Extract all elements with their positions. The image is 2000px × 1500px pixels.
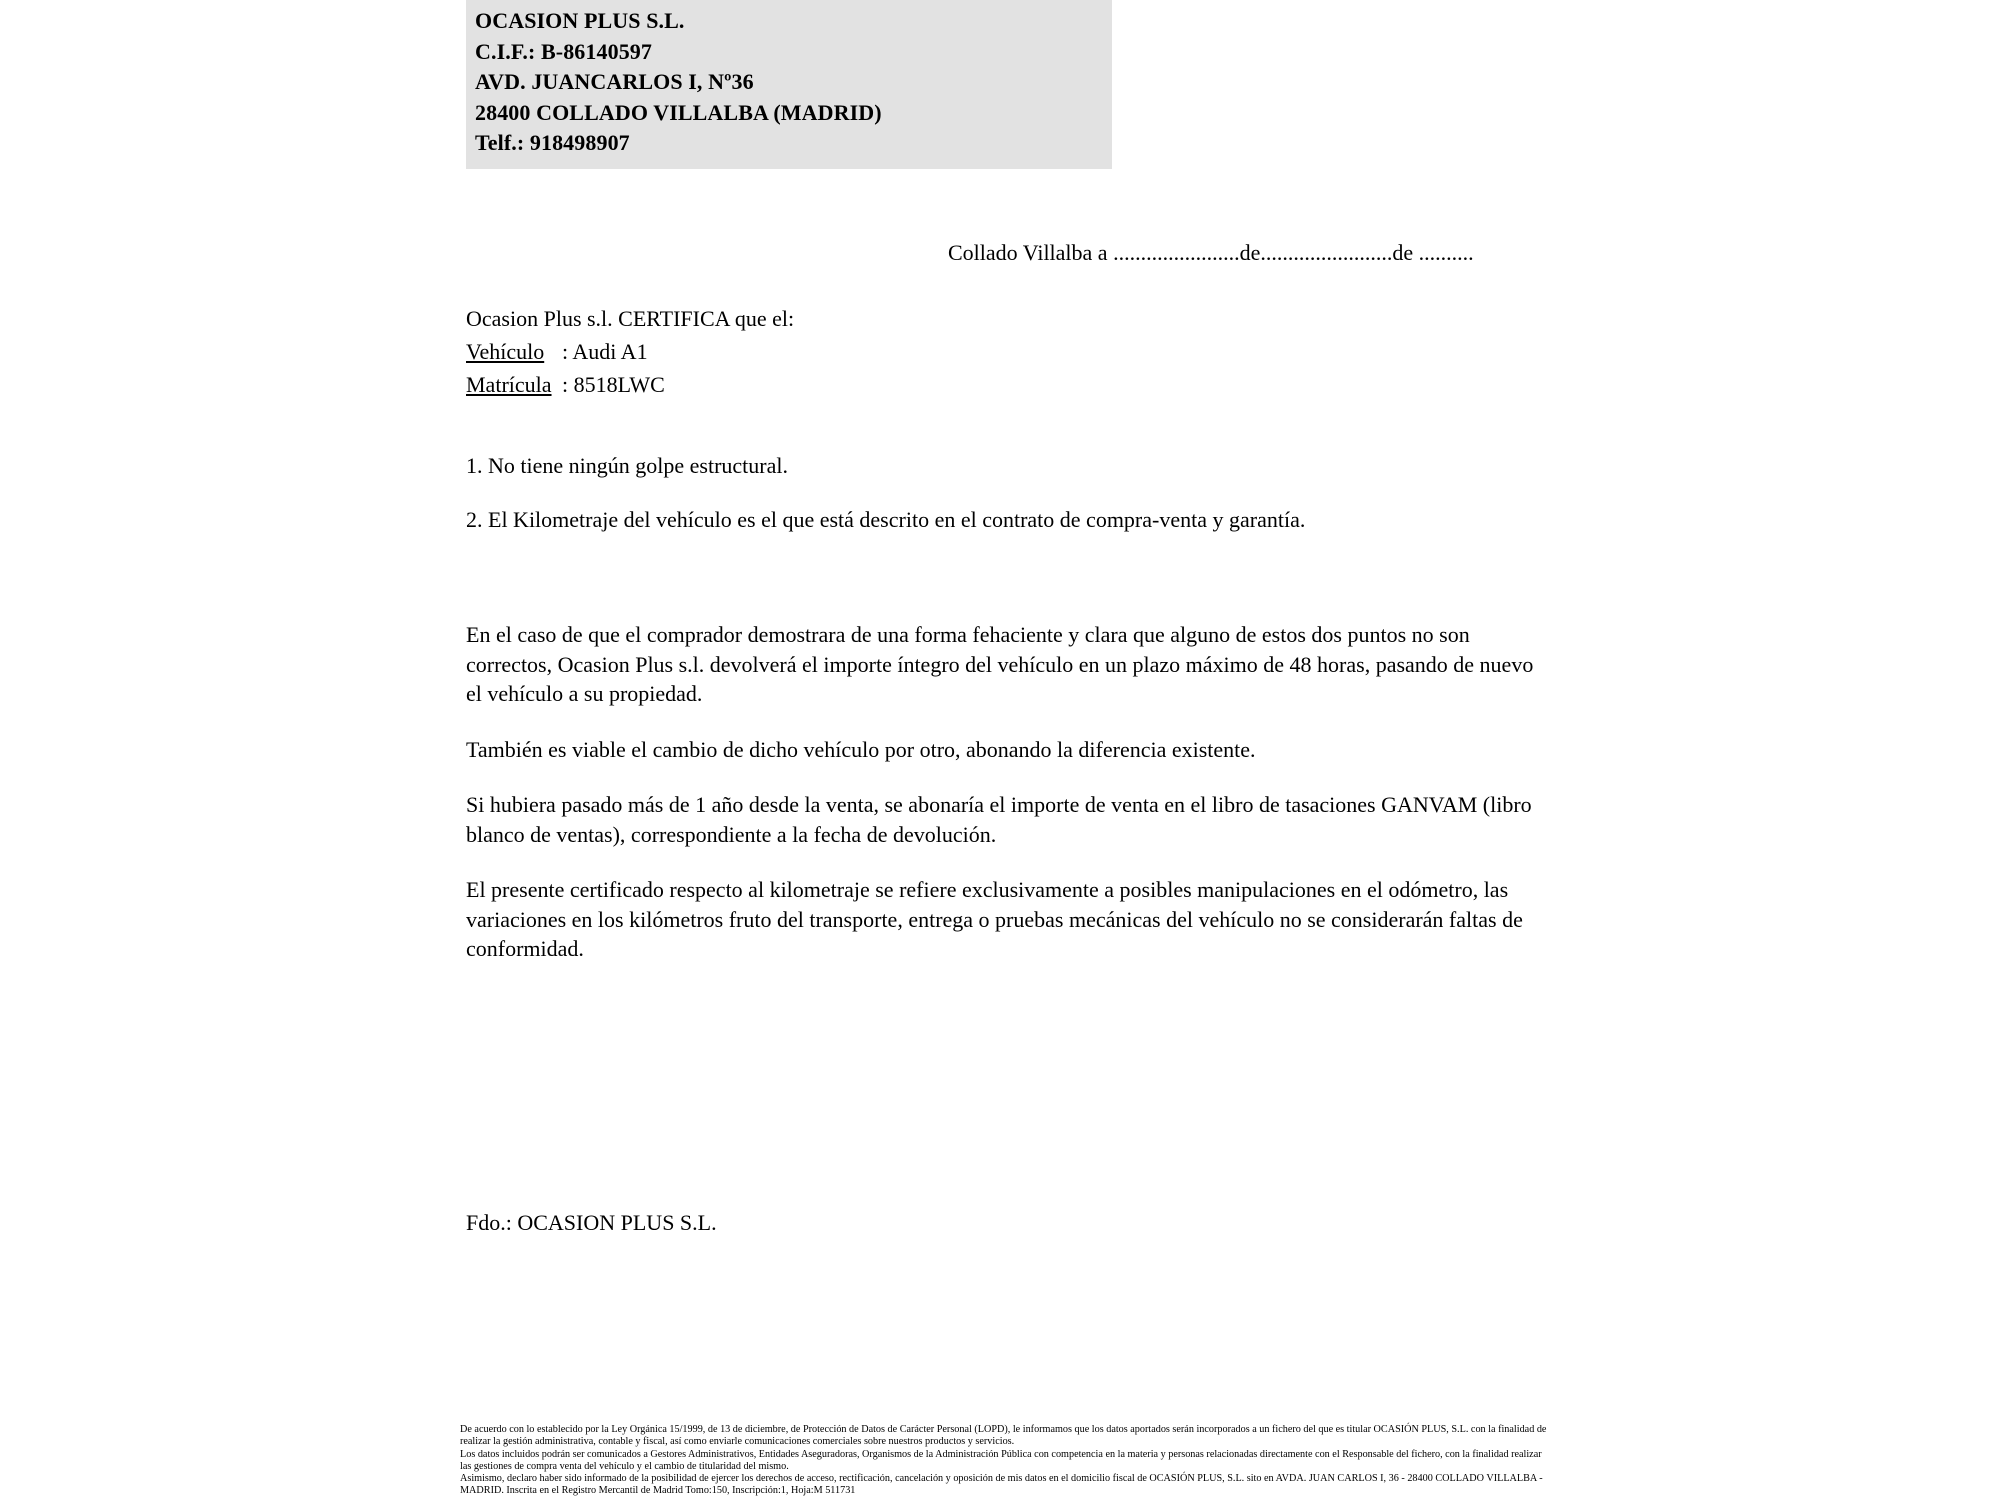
company-city: 28400 COLLADO VILLALBA (MADRID) [475,99,882,125]
paragraph: Si hubiera pasado más de 1 año desde la venta, se abonaría el importe de venta en el libro de tasaciones GANVAM (libro blanco de ventas), correspondiente a la fecha de devolución. [466,792,1532,847]
point-item: 2. El Kilometraje del vehículo es el que está descrito en el contrato de compra-venta y garantía. [466,507,1306,532]
vehicle-row [466,335,794,368]
vehicle-value: : Audi A1 [562,339,648,364]
company-address: AVD. JUANCARLOS I, Nº36 [475,69,754,94]
company-cif: C.I.F.: B-86140597 [475,38,652,64]
company-name: OCASION PLUS S.L. [475,8,685,33]
date-line: Collado Villalba a .......................de........................de .......... [948,240,1474,265]
signature-line: Fdo.: OCASION PLUS S.L. [466,1210,717,1235]
company-phone: Telf.: 918498907 [475,130,630,155]
plate-value: : 8518LWC [562,372,665,397]
point-item: 1. No tiene ningún golpe estructural. [466,453,788,478]
legal-footer [460,1424,1555,1498]
plate-label: Matrícula [466,372,552,397]
legal-paragraph: Asimismo, declaro haber sido informado de la posibilidad de ejercer los derechos de acceso, rectificación, cancelación y oposición de mis datos en el domicilio fiscal de OCASIÓN PLUS, S.L. sito en AVDA. JUAN CARLOS I, 36 - 28400 COLLADO VILLALBA - MADRID. Inscrita en el Registro Mercantil de Madrid Tomo:150, Inscripción:1, Hoja:M 511731 [460,1473,1543,1497]
legal-paragraph: Los datos incluidos podrán ser comunicados a Gestores Administrativos, Entidades Aseguradoras, Organismos de la Administración Pública con competencia en la materia y personas relacionadas directamente con el Responsable del fichero, con la finalidad realizar las gestiones de compra venta del vehículo y el cambio de titularidad del mismo. [460,1448,1542,1472]
points-list [466,453,1566,561]
plate-row [466,368,794,401]
paragraph: También es viable el cambio de dicho vehículo por otro, abonando la diferencia existente. [466,736,1256,762]
vehicle-label: Vehículo [466,339,545,364]
certification-block [466,302,794,401]
certification-intro: Ocasion Plus s.l. CERTIFICA que el: [466,306,795,331]
paragraph: En el caso de que el comprador demostrara de una forma fehaciente y clara que alguno de estos dos puntos no son correctos, Ocasion Plus s.l. devolverá el importe íntegro del vehículo en un plazo máximo de 48 horas, pasando de nuevo el vehículo a su propiedad. [466,622,1534,706]
legal-paragraph: De acuerdo con lo establecido por la Ley Orgánica 15/1999, de 13 de diciembre, de Protección de Datos de Carácter Personal (LOPD), le informamos que los datos aportados serán incorporados a un fichero del que es titular OCASIÓN PLUS, S.L. con la finalidad de realizar la gestión administrativa, contable y fiscal, así como enviarle comunicaciones comerciales sobre nuestros productos y servicios. [460,1424,1547,1448]
paragraph: El presente certificado respecto al kilometraje se refiere exclusivamente a posibles manipulaciones en el odómetro, las variaciones en los kilómetros fruto del transporte, entrega o pruebas mecánicas del vehículo no se considerarán faltas de conformidad. [466,877,1523,961]
body-text [466,620,1536,990]
letterhead-block [466,0,1112,169]
